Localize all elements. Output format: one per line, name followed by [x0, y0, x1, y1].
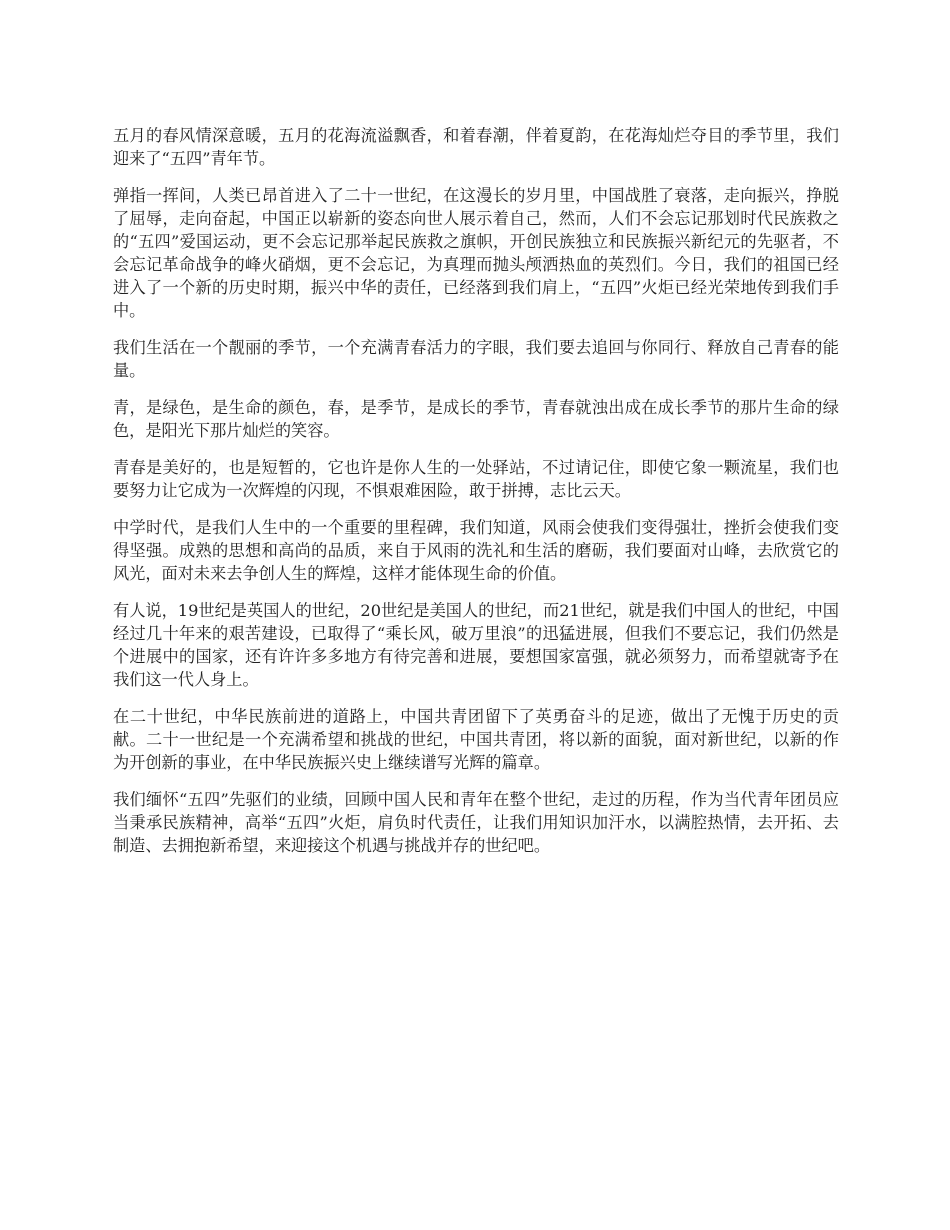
paragraph-4: 青，是绿色，是生命的颜色，春，是季节，是成长的季节，青春就浊出成在成长季节的那片生命的绿色，是阳光下那片灿烂的笑容。 — [113, 398, 839, 440]
paragraph-7: 有人说，19世纪是英国人的世纪，20世纪是美国人的世纪，而21世纪，就是我们中国人的世纪，中国经过几十年来的艰苦建设，已取得了“乘长风，破万里浪”的迅猛进展，但我们不要忘记，我们仍然是个进展中的国家，还有许许多多地方有待完善和进展，要想国家富强，就必须努力，而希望就寄予在我们这一代人身上。 — [113, 601, 839, 689]
paragraph-2: 弹指一挥间，人类已昂首进入了二十一世纪，在这漫长的岁月里，中国战胜了衰落，走向振兴，挣脱了屈辱，走向奋起，中国正以崭新的姿态向世人展示着自己，然而，人们不会忘记那划时代民族救之的“五四”爱国运动，更不会忘记那举起民族救之旗帜，开创民族独立和民族振兴新纪元的先驱者，不会忘记革命战争的峰火硝烟，更不会忘记，为真理而抛头颅洒热血的英烈们。今日，我们的祖国已经进入了一个新的历史时期，振兴中华的责任，已经落到我们肩上，“五四”火炬已经光荣地传到我们手中。 — [113, 186, 839, 320]
paragraph-6: 中学时代，是我们人生中的一个重要的里程碑，我们知道，风雨会使我们变得强壮，挫折会使我们变得坚强。成熟的思想和高尚的品质，来自于风雨的洗礼和生活的磨砺，我们要面对山峰，去欣赏它的风光，面对未来去争创人生的辉煌，这样才能体现生命的价值。 — [113, 518, 839, 583]
document-body — [113, 124, 839, 871]
paragraph-8: 在二十世纪，中华民族前进的道路上，中国共青团留下了英勇奋斗的足迹，做出了无愧于历史的贡献。二十一世纪是一个充满希望和挑战的世纪，中国共青团，将以新的面貌，面对新世纪，以新的作为开创新的事业，在中华民族振兴史上继续谱写光辉的篇章。 — [113, 707, 839, 772]
paragraph-3: 我们生活在一个靓丽的季节，一个充满青春活力的字眼，我们要去追回与你同行、释放自己青春的能量。 — [113, 338, 839, 380]
paragraph-9: 我们缅怀“五四”先驱们的业绩，回顾中国人民和青年在整个世纪，走过的历程，作为当代青年团员应当秉承民族精神，高举“五四”火炬，肩负时代责任，让我们用知识加汗水，以满腔热情，去开拓、去制造、去拥抱新希望，来迎接这个机遇与挑战并存的世纪吧。 — [113, 790, 839, 855]
paragraph-5: 青春是美好的，也是短暂的，它也许是你人生的一处驿站，不过请记住，即使它象一颗流星，我们也要努力让它成为一次辉煌的闪现，不惧艰难困险，敢于拼搏，志比云天。 — [113, 458, 839, 500]
paragraph-1: 五月的春风情深意暖，五月的花海流溢飘香，和着春潮，伴着夏韵，在花海灿烂夺目的季节里，我们迎来了“五四”青年节。 — [113, 126, 839, 168]
